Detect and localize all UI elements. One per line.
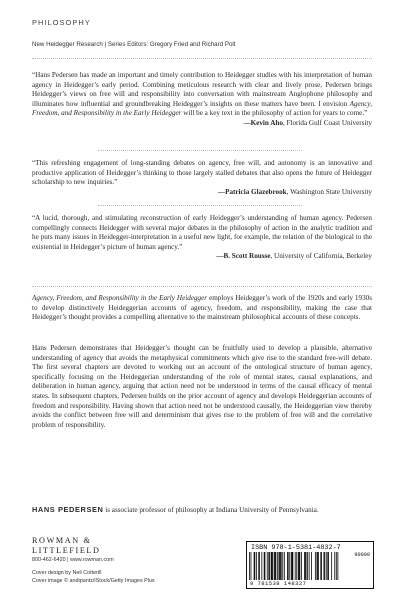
description-text: employs Heidegger’s work of the 1920s and early 1930s to develop distinctively Heideggerian accounts of agency, freedom, and responsibility, making the case that Heidegger’s thought provides a compelling alternative to the mainstream philosophical accounts of these concepts. — [32, 294, 372, 322]
endorser-affiliation: , University of California, Berkeley — [270, 252, 372, 261]
endorsement-text: “This refreshing engagement of long-standing debates on agency, free will, and autonomy is an innovative and productive application of Heidegger’s thinking to those largely stalled debates that also opens the future of Heidegger scholarship to new inquiries.” — [32, 159, 372, 187]
endorsement-3 — [32, 214, 372, 262]
description-paragraph-2: Hans Pedersen demonstrates that Heidegger’s thought can be fruitfully used to develop a plausible, alternative understanding of agency that avoids the metaphysical commitments which give rise to the standard free-will debate. The first several chapters are devoted to working out an account of the ontological structure of human agency, specifically focusing on the Heideggerian understanding of the role of mental states, causal explanations, and deliberation in human agency, arguing that action need not be understood in terms of the causal efficacy of mental states. In subsequent chapters, Pedersen builds on the prior account of agency and develops Heideggerian accounts of freedom and responsibility. Having shown that action need not be understood causally, the Heideggerian view thereby avoids the conflict between free will and determinism that gives rise to the problem of free will and the correlative problem of responsibility. — [32, 344, 372, 429]
divider — [98, 205, 302, 206]
endorsement-attribution — [32, 252, 372, 262]
endorser-name: —Patricia Glazebrook — [217, 187, 287, 196]
author-bio-text: is associate professor of philosophy at Indiana University of Pennsylvania. — [103, 506, 319, 514]
publisher-contact: 800-462-6420 | www.rowman.com — [32, 557, 114, 563]
logo-line-2: LITTLEFIELD — [32, 545, 101, 555]
divider — [98, 150, 302, 151]
endorsement-text: “A lucid, thorough, and stimulating reconstruction of early Heidegger’s understanding of human agency. Pedersen compellingly connects Heidegger with several major debates in the philosophy of action in the analytic tradition and he puts many issues in Heidegger-interpretation in a useful new light, for example, the relation of the biological to the existential in Heidegger’s picture of human agency.” — [32, 214, 372, 251]
price-code: 90000 — [354, 552, 370, 558]
endorsement-2 — [32, 159, 372, 197]
author-bio — [32, 505, 372, 516]
description-paragraph-1 — [32, 294, 372, 323]
endorser-name: —B. Scott Rousse — [216, 252, 271, 261]
barcode-bars — [249, 552, 339, 580]
book-title: Agency, Freedom, and Responsibility in the Early Heidegger — [32, 294, 208, 302]
barcode-digits: 9 781538 148327 — [250, 580, 307, 587]
divider — [32, 58, 372, 59]
category-label: PHILOSOPHY — [32, 18, 91, 27]
endorsement-1 — [32, 71, 372, 129]
author-name: HANS PEDERSEN — [32, 505, 104, 514]
endorsement-attribution — [32, 119, 372, 129]
cover-image-credit: Cover image © andipantz/iStock/Getty Images Plus — [32, 578, 155, 584]
endorsement-book-title: Agency, Freedom, and Responsibility in the Early Heidegger — [32, 99, 372, 118]
logo-line-1: ROWMAN & — [32, 536, 92, 545]
endorsement-text: “Hans Pedersen has made an important and timely contribution to Heidegger studies with his interpretation of human agency in Heidegger’s early period. Combining meticulous research with clear and lively prose, Pedersen brings Heidegger’s views on free will and responsibility into conversation with mainstream Anglophone philosophy and illuminates how influential and groundbreaking Heidegger’s insights on these matters have been. I envision — [32, 71, 372, 108]
endorser-affiliation: , Florida Gulf Coast University — [282, 118, 372, 127]
isbn-barcode — [246, 541, 374, 589]
endorsement-text-end: will be a key text in the philosophy of action for years to come.” — [181, 109, 368, 118]
endorsement-attribution — [32, 188, 372, 198]
isbn-number: ISBN 978-1-5381-4832-7 — [251, 544, 341, 552]
publisher-logo — [32, 536, 101, 555]
cover-design-credit: Cover design by Neil Cotterill — [32, 570, 102, 576]
endorser-affiliation: , Washington State University — [286, 187, 372, 196]
endorser-name: —Kevin Aho — [243, 118, 283, 127]
divider — [32, 286, 372, 287]
series-info: New Heidegger Research | Series Editors: Gregory Fried and Richard Polt — [32, 41, 236, 48]
